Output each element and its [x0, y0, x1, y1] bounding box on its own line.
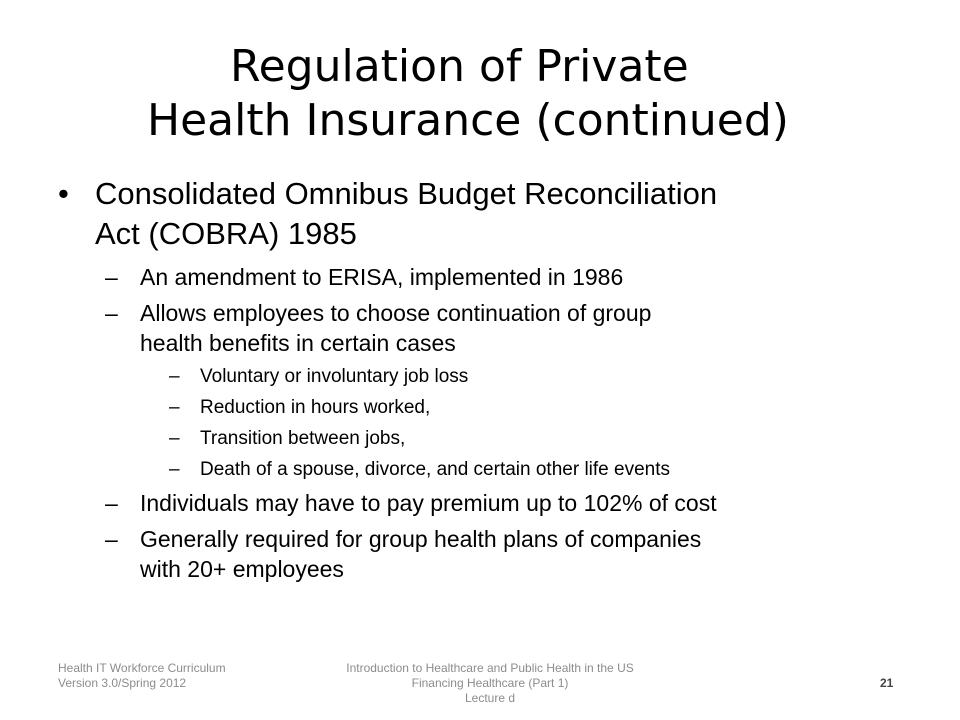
dash-marker: – — [105, 490, 118, 516]
sub-bullet-text-line-1: Generally required for group health plans of companies — [140, 526, 702, 552]
sub-bullet-premium — [58, 488, 918, 518]
sub-bullet-text: Individuals may have to pay premium up to 102% of cost — [140, 490, 717, 516]
dash-marker: – — [105, 300, 118, 326]
bullet-text-line-1: Consolidated Omnibus Budget Reconciliation — [95, 176, 718, 211]
footer-left-line-2: Version 3.0/Spring 2012 — [58, 676, 187, 690]
sub-bullet-text-line-2: with 20+ employees — [140, 556, 344, 582]
case-text: Reduction in hours worked, — [200, 397, 431, 418]
dash-marker: – — [105, 264, 118, 290]
slide-title — [140, 40, 860, 148]
sub-bullet-requirement — [58, 524, 918, 584]
footer-center-line-1: Introduction to Healthcare and Public Health in the US — [346, 661, 634, 675]
title-line-2: Health Insurance (continued) — [147, 95, 789, 146]
case-text: Transition between jobs, — [200, 428, 406, 449]
page-number: 21 — [880, 676, 894, 690]
sub-bullet-text-line-2: health benefits in certain cases — [140, 330, 456, 356]
footer-lecture-info — [300, 661, 680, 706]
case-item — [58, 426, 918, 452]
bullet-marker: • — [58, 176, 69, 211]
footer-curriculum — [58, 661, 226, 691]
dash-marker: – — [169, 428, 180, 449]
case-item — [58, 457, 918, 483]
title-line-1: Regulation of Private — [230, 41, 689, 92]
slide-body — [58, 174, 918, 590]
dash-marker: – — [169, 397, 180, 418]
footer-center-line-3: Lecture d — [464, 691, 516, 705]
footer-left-line-1: Health IT Workforce Curriculum — [58, 661, 226, 675]
sub-bullet-text: An amendment to ERISA, implemented in 1986 — [140, 264, 624, 290]
footer-center-line-2: Financing Healthcare (Part 1) — [411, 676, 569, 690]
case-text: Death of a spouse, divorce, and certain other life events — [200, 459, 670, 480]
sub-bullet-text-line-1: Allows employees to choose continuation of group — [140, 300, 652, 326]
bullet-text-line-2: Act (COBRA) 1985 — [95, 216, 357, 251]
sub-bullet-amendment — [58, 262, 918, 292]
case-item — [58, 364, 918, 390]
sub-bullet-continuation — [58, 298, 918, 358]
case-text: Voluntary or involuntary job loss — [200, 366, 469, 387]
dash-marker: – — [169, 366, 180, 387]
bullet-cobra — [58, 174, 918, 254]
dash-marker: – — [169, 459, 180, 480]
dash-marker: – — [105, 526, 118, 552]
case-item — [58, 395, 918, 421]
